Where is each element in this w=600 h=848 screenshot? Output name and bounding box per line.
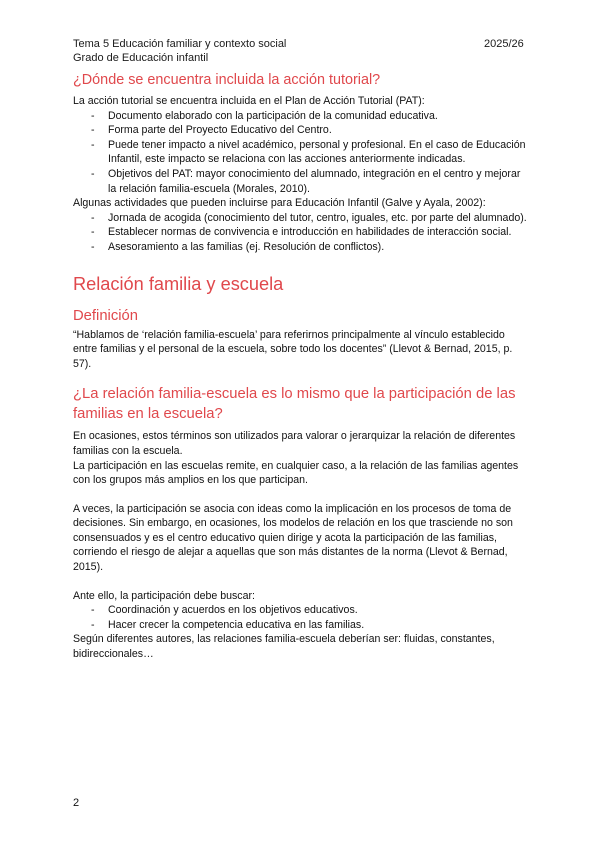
- header-year: 2025/26: [484, 38, 524, 50]
- definition-text: “Hablamos de ‘relación familia-escuela’ para referirnos principalmente al vínculo establecido entre familias y el personal de la escuela, sobre todo los docentes” (Llevot & Bernad, 2015, p. 57).: [73, 328, 513, 370]
- page-number: 2: [73, 797, 80, 809]
- section1-intro: La acción tutorial se encuentra incluida en el Plan de Acción Tutorial (PAT):: [73, 95, 425, 107]
- list-item: - Puede tener impacto a nivel académico, personal y profesional. En el caso de Educación Infantil, este impacto se relaciona con las acciones anteriormente indicadas.: [73, 138, 528, 167]
- section1-list2: [73, 211, 528, 255]
- section1-intro2: Algunas actividades que pueden incluirse para Educación Infantil (Galve y Ayala, 2002):: [73, 197, 486, 210]
- section1-heading: ¿Dónde se encuentra incluida la acción tutorial?: [73, 72, 381, 88]
- paragraph: Ante ello, la participación debe buscar:: [73, 589, 255, 602]
- paragraph: Según diferentes autores, las relaciones familia-escuela deberían ser: fluidas, constantes, bidireccionales…: [73, 633, 495, 661]
- header-subtitle: Grado de Educación infantil: [73, 52, 209, 64]
- list-item: - Objetivos del PAT: mayor conocimiento del alumnado, integración en el centro y mejorar la relación familia-escuela (Morales, 2010).: [73, 167, 528, 196]
- list-item: - Hacer crecer la competencia educativa en las familias.: [73, 618, 528, 633]
- section2-list: [73, 603, 528, 632]
- section2-heading: Relación familia y escuela: [73, 273, 284, 294]
- paragraph: A veces, la participación se asocia con ideas como la implicación en los procesos de toma de decisiones. Sin embargo, en ocasiones, los modelos de relación en los que trasciende no son consensuados y es el centro educativo quien dirige y acota la participación de las familias, corriendo el riesgo de alejar a aquellas que son más distantes de la norma (Llevot & Bernad, 2015).: [73, 502, 513, 574]
- header-title: Tema 5 Educación familiar y contexto social: [73, 38, 287, 50]
- list-item: - Asesoramiento a las familias (ej. Resolución de conflictos).: [73, 240, 528, 255]
- list-item: - Jornada de acogida (conocimiento del tutor, centro, iguales, etc. por parte del alumnado).: [73, 211, 528, 226]
- question-heading: ¿La relación familia-escuela es lo mismo que la participación de las familias en la escuela?: [73, 386, 516, 423]
- definition-heading: Definición: [73, 307, 138, 324]
- list-item: - Forma parte del Proyecto Educativo del Centro.: [73, 123, 528, 138]
- list-item: - Establecer normas de convivencia e introducción en habilidades de interacción social.: [73, 225, 528, 240]
- paragraph: La participación en las escuelas remite, en cualquier caso, a la relación de las familias agentes con los grupos más amplios en los que participan.: [73, 459, 519, 487]
- page-content: [73, 70, 528, 662]
- list-item: - Documento elaborado con la participación de la comunidad educativa.: [73, 109, 528, 124]
- list-item: - Coordinación y acuerdos en los objetivos educativos.: [73, 603, 528, 618]
- section1-list: [73, 109, 528, 197]
- paragraph: En ocasiones, estos términos son utilizados para valorar o jerarquizar la relación de diferentes familias con la escuela.: [73, 430, 516, 457]
